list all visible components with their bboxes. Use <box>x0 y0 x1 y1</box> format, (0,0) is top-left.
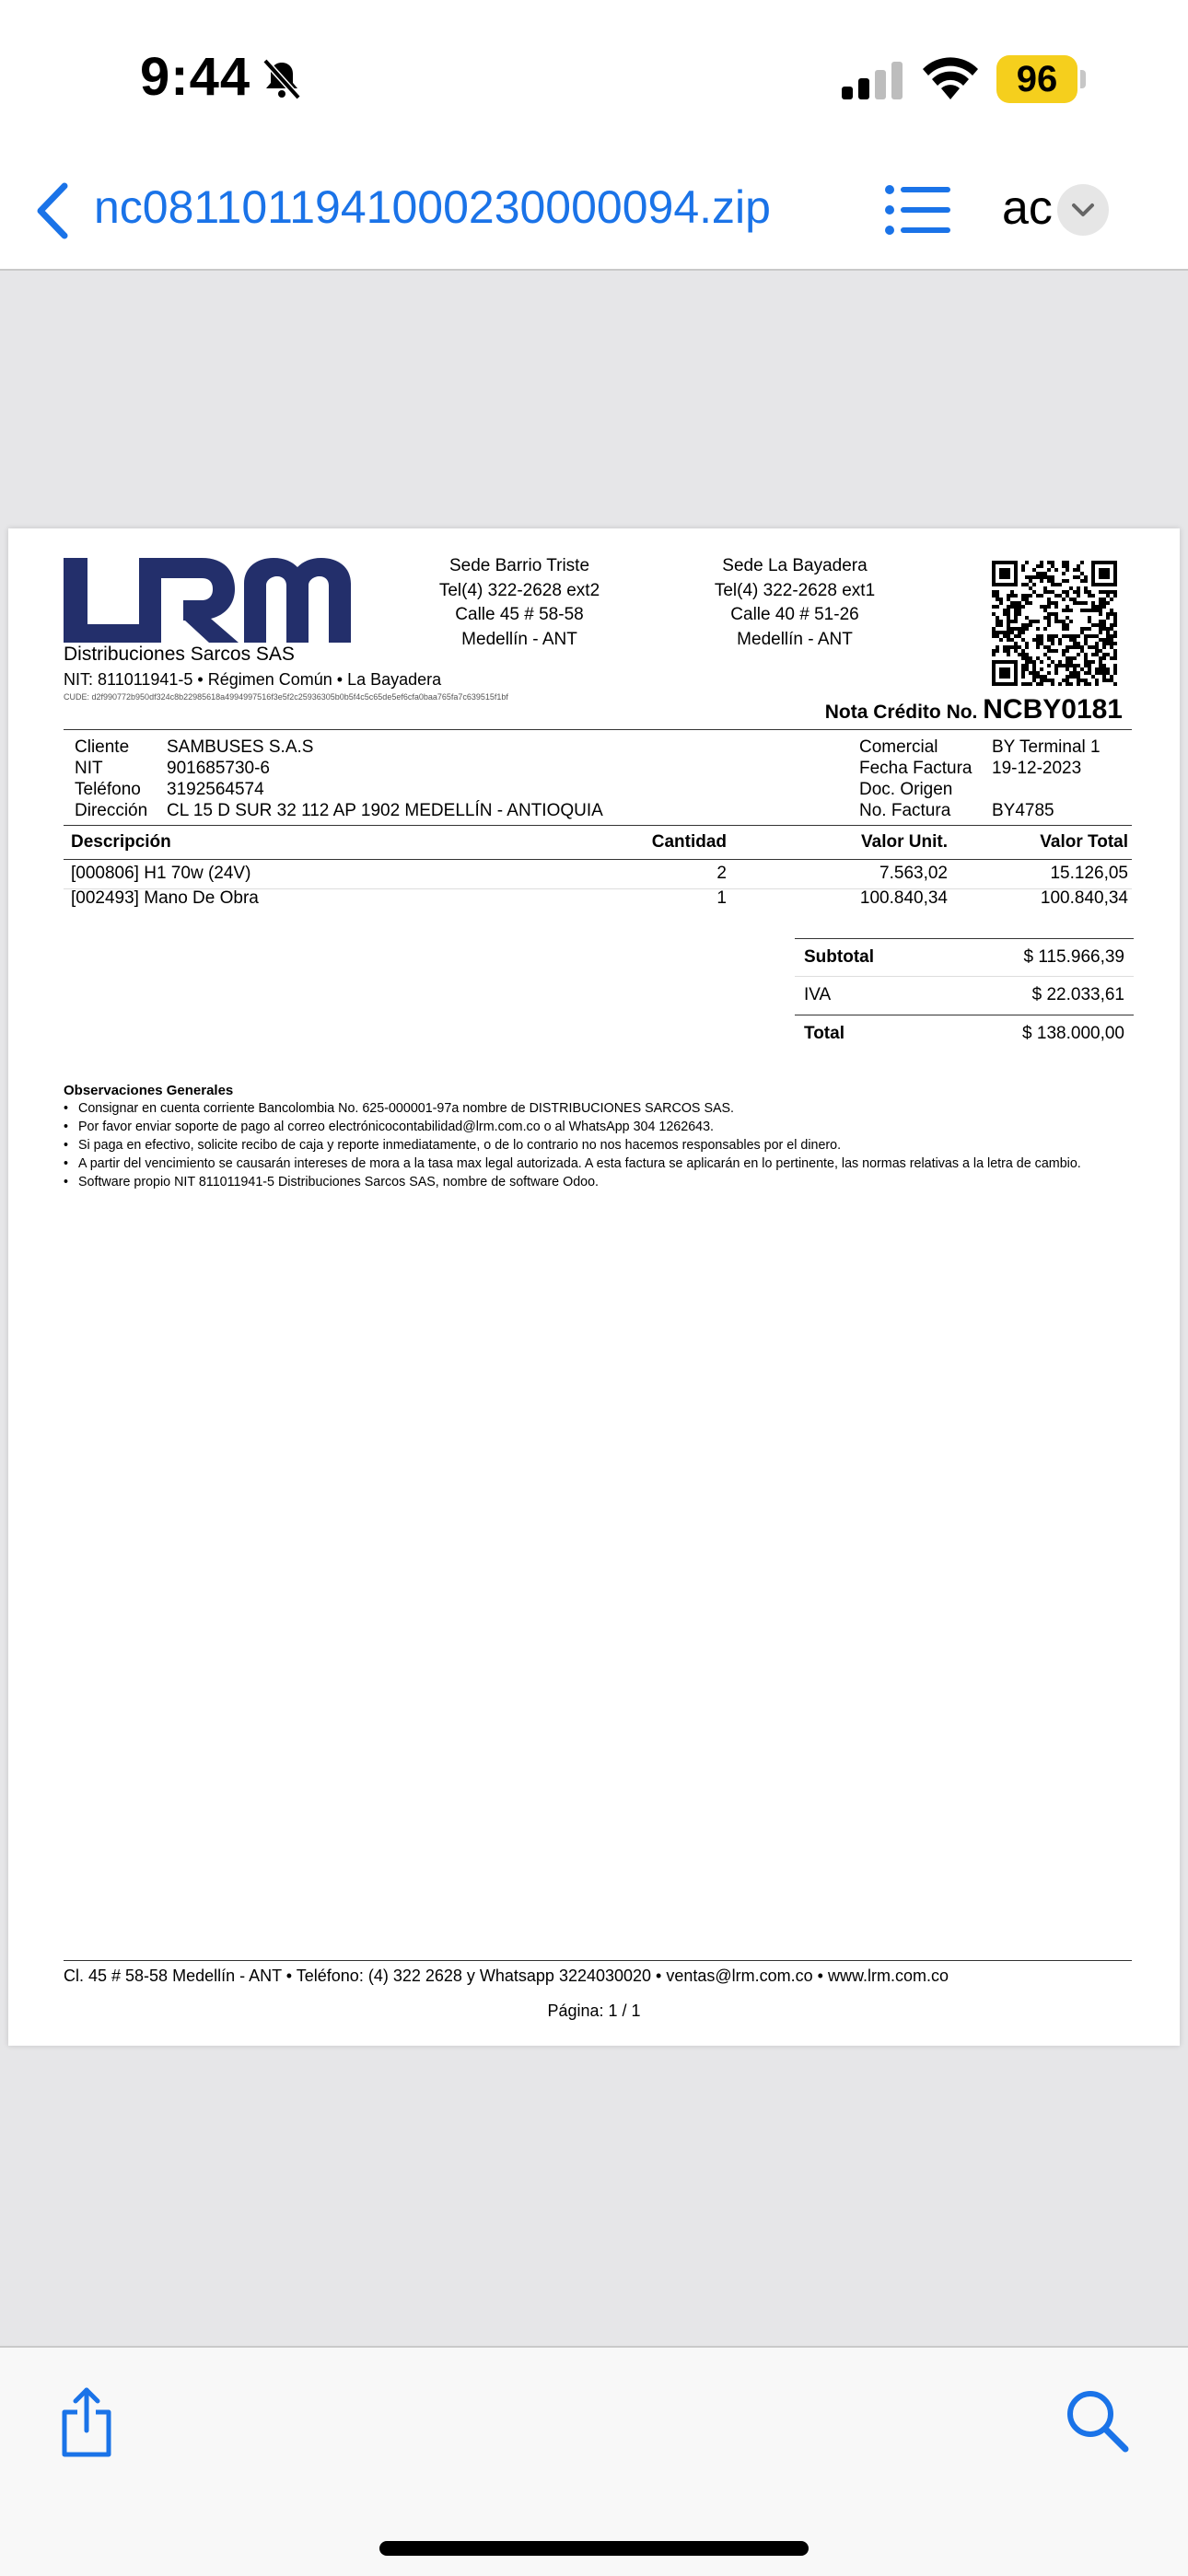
table-header <box>64 832 1132 860</box>
list-icon[interactable] <box>884 182 952 238</box>
observation-item: • Si paga en efectivo, solicite recibo de caja y reporte inmediatamente, o de lo contrario no nos hacemos responsables por el dinero. <box>64 1136 1136 1155</box>
sede-address: Calle 40 # 51-26 <box>730 605 859 624</box>
client-label: Cliente <box>75 737 130 757</box>
battery-tip <box>1080 70 1086 88</box>
battery-indicator: 96 <box>996 55 1077 103</box>
status-time: 9:44 <box>140 47 251 107</box>
iva-row <box>795 977 1134 1015</box>
sede-city: Medellín - ANT <box>737 629 853 649</box>
credit-note-number: NCBY0181 <box>983 694 1123 725</box>
sede-barrio-triste <box>409 554 630 652</box>
observation-item: • A partir del vencimiento se causarán intereses de mora a la tasa max legal autorizada. A esta factura se aplicarán en lo pertinente, las normas relativas a la letra de cambio. <box>64 1155 1136 1173</box>
phone-label: Teléfono <box>75 780 141 799</box>
client-value: SAMBUSES S.A.S <box>167 737 314 757</box>
invoice-number-value: BY4785 <box>992 801 1054 820</box>
page-counter: Página: 1 / 1 <box>547 2002 641 2020</box>
header-unit-value: Valor Unit. <box>861 832 948 852</box>
sede-name: Sede La Bayadera <box>722 556 868 575</box>
observation-item: • Consignar en cuenta corriente Bancolombia No. 625-000001-97a nombre de DISTRIBUCIONES SARCOS SAS. <box>64 1099 1136 1118</box>
commercial-value: BY Terminal 1 <box>992 737 1101 757</box>
observation-item: • Por favor enviar soporte de pago al correo electrónicocontabilidad@lrm.com.co o al WhatsApp 304 1262643. <box>64 1118 1136 1136</box>
credit-note-heading <box>825 694 1123 725</box>
nit-label: NIT <box>75 759 103 778</box>
back-chevron-icon[interactable] <box>31 180 72 241</box>
iva-value: $ 22.033,61 <box>1031 985 1124 1004</box>
home-indicator <box>379 2541 809 2556</box>
row-description: [002493] Mano De Obra <box>71 888 259 908</box>
total-value: $ 138.000,00 <box>1022 1024 1124 1043</box>
header-description: Descripción <box>71 832 171 852</box>
row-total-value: 15.126,05 <box>1050 864 1128 883</box>
row-unit-value: 100.840,34 <box>859 888 948 908</box>
address-label: Dirección <box>75 801 148 820</box>
total-label: Total <box>804 1024 844 1043</box>
table-row <box>64 888 1132 914</box>
address-value: CL 15 D SUR 32 112 AP 1902 MEDELLÍN - ANTIOQUIA <box>167 801 603 820</box>
totals-box <box>795 938 1134 1054</box>
header-total-value: Valor Total <box>1040 832 1128 852</box>
document-footer: Cl. 45 # 58-58 Medellín - ANT • Teléfono: (4) 322 2628 y Whatsapp 3224030020 • ventas@lrm.com.co • www.lrm.com.co <box>64 1967 949 1985</box>
sede-name: Sede Barrio Triste <box>448 556 590 575</box>
sede-la-bayadera <box>684 554 905 652</box>
bell-muted-icon <box>260 57 304 101</box>
origin-doc-label: Doc. Origen <box>859 780 953 799</box>
observation-item: • Software propio NIT 811011941-5 Distribuciones Sarcos SAS, nombre de software Odoo. <box>64 1173 1136 1191</box>
company-info: NIT: 811011941-5 • Régimen Común • La Bayadera <box>64 670 442 689</box>
cellular-signal-icon <box>840 61 904 99</box>
phone-value: 3192564574 <box>167 780 264 799</box>
row-description: [000806] H1 70w (24V) <box>71 864 251 883</box>
subtotal-value: $ 115.966,39 <box>1023 947 1124 967</box>
document-viewer[interactable] <box>0 271 1188 2346</box>
row-total-value: 100.840,34 <box>1040 888 1128 908</box>
sede-tel: Tel(4) 322-2628 ext1 <box>714 580 876 600</box>
iva-label: IVA <box>804 985 832 1004</box>
share-icon[interactable] <box>57 2385 116 2458</box>
row-quantity: 1 <box>716 888 727 908</box>
chevron-down-icon <box>1057 184 1109 236</box>
navigation-bar <box>0 157 1188 271</box>
row-quantity: 2 <box>716 864 727 883</box>
sede-city: Medellín - ANT <box>461 629 577 649</box>
credit-note-label: Nota Crédito No. <box>824 702 978 723</box>
table-row <box>64 864 1132 889</box>
invoice-date-value: 19-12-2023 <box>992 759 1082 778</box>
invoice-number-label: No. Factura <box>859 801 951 820</box>
text-size-button[interactable]: ac <box>1002 181 1053 235</box>
subtotal-row <box>795 938 1134 977</box>
search-icon[interactable] <box>1065 2388 1129 2453</box>
more-options-button[interactable] <box>1057 184 1109 236</box>
observations-title: Observaciones Generales <box>64 1083 234 1098</box>
sede-tel: Tel(4) 322-2628 ext2 <box>438 580 600 600</box>
divider <box>64 859 1132 860</box>
wifi-icon <box>921 57 980 101</box>
footer-divider <box>64 1960 1132 1961</box>
status-bar <box>0 0 1188 157</box>
subtotal-label: Subtotal <box>804 947 874 967</box>
invoice-date-label: Fecha Factura <box>859 759 973 778</box>
company-name: Distribuciones Sarcos SAS <box>64 644 295 665</box>
commercial-info <box>859 737 1101 821</box>
document-page <box>8 528 1180 2046</box>
sede-address: Calle 45 # 58-58 <box>455 605 584 624</box>
qr-code <box>992 561 1117 686</box>
file-title: nc0811011941000230000094.zip <box>94 181 771 233</box>
observations-list <box>64 1099 1136 1191</box>
divider <box>64 825 1132 826</box>
divider <box>64 729 1132 730</box>
client-info <box>75 737 603 821</box>
commercial-label: Comercial <box>859 737 938 757</box>
header-quantity: Cantidad <box>651 832 727 852</box>
nit-value: 901685730-6 <box>167 759 270 778</box>
row-unit-value: 7.563,02 <box>879 864 948 883</box>
lrm-logo <box>64 556 351 644</box>
total-row <box>795 1015 1134 1054</box>
cude-code: CUDE: d2f990772b950df324c8b22985618a4994997516f3e5f2c25936305b0b5f4c5c65de5ef6cfa0baa765fa7c639515f1bf <box>64 692 508 702</box>
